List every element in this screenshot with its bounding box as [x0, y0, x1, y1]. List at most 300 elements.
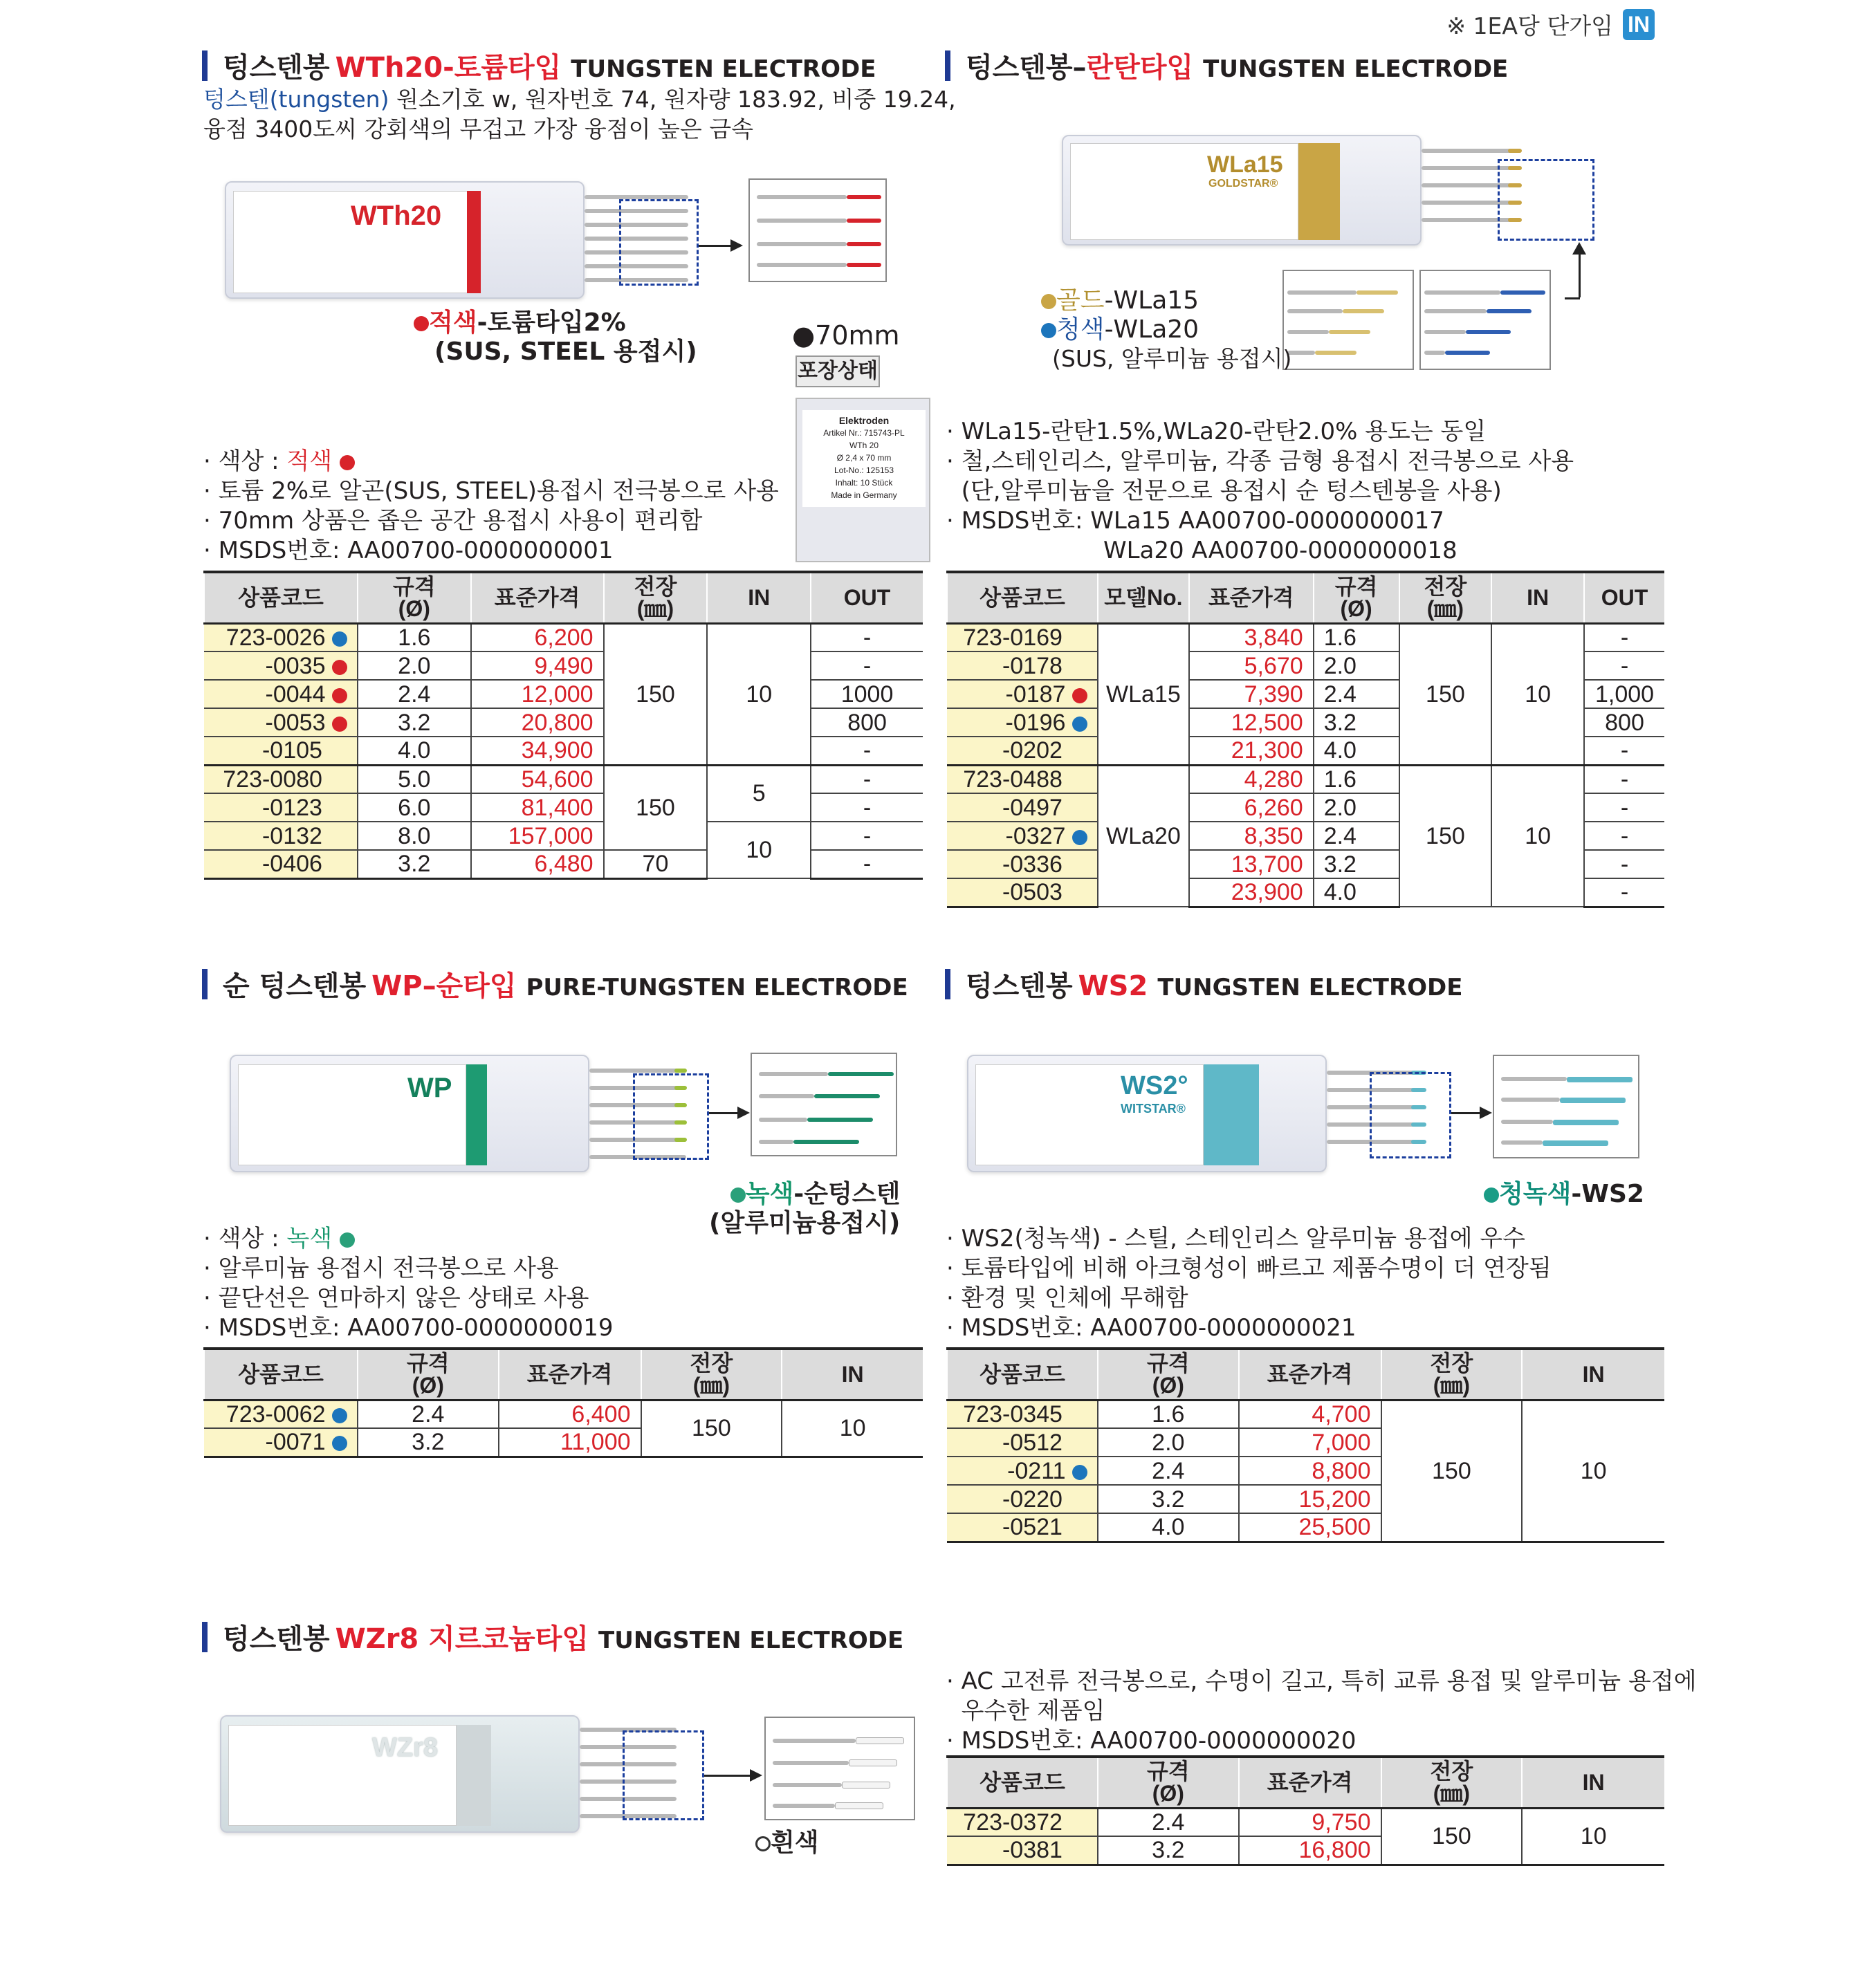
desc-line2: 융점 3400도씨 강회색의 무겁고 가장 융점이 높은 금속: [203, 115, 753, 142]
red-color-word: 적색: [429, 308, 477, 337]
bullet-item: · WLa15-란탄1.5%,WLa20-란탄2.0% 용도는 동일: [946, 418, 1487, 445]
size-cell: 1.6: [358, 623, 471, 651]
blue-dot-icon: [1072, 830, 1087, 845]
title-bar: [945, 969, 950, 999]
wzr8-tip-closeup: [764, 1717, 915, 1820]
table-row: [204, 680, 923, 708]
size-cell: 2.4: [1098, 1457, 1239, 1485]
product-code: -0123: [261, 794, 322, 821]
bullet-item: · MSDS번호: AA00700-0000000020: [946, 1727, 1357, 1755]
price-cell: 12,500: [1189, 708, 1314, 737]
green-dot-icon: [730, 1187, 746, 1203]
wla-bullets: [946, 417, 1574, 566]
wla-pack-label: WLa15: [1207, 151, 1283, 178]
size-cell: 2.4: [1098, 1808, 1239, 1836]
bullet-item: · MSDS번호: WLa15 AA00700-0000000017: [946, 507, 1444, 535]
bullet-item: WLa20 AA00700-0000000018: [946, 537, 1457, 564]
out-cell: -: [1584, 822, 1664, 850]
product-code: -0327: [1005, 822, 1066, 849]
bullet-item: · MSDS번호: AA00700-0000000021: [946, 1314, 1357, 1342]
table-row: [947, 1808, 1664, 1836]
product-code: 723-0080: [223, 766, 322, 793]
product-code: -0071: [265, 1429, 326, 1456]
wzr8-title-ko: 텅스텐봉: [223, 1623, 330, 1655]
zoom-indicator: [633, 1073, 709, 1160]
price-cell: 15,200: [1239, 1485, 1381, 1513]
header-code: 상품코드: [947, 1349, 1098, 1400]
zoom-arrow-head: [1572, 242, 1586, 255]
out-cell: -: [811, 737, 923, 765]
wzr8-color-label: [755, 1829, 819, 1858]
wla-pack-sub: GOLDSTAR®: [1208, 178, 1278, 190]
out-cell: -: [811, 623, 923, 651]
wp-color-label: [709, 1180, 900, 1238]
ws2-spec-table: [946, 1347, 1664, 1543]
wzr8-title: [202, 1617, 903, 1656]
zoom-arrow: [1451, 1112, 1489, 1114]
out-cell: -: [1584, 793, 1664, 822]
title-bar: [202, 969, 208, 999]
wla-title-ko: 텅스텐봉–: [966, 52, 1087, 84]
size-cell: 6.0: [358, 793, 471, 822]
product-code: 723-0026: [226, 624, 326, 651]
in-cell: 10: [707, 623, 811, 765]
wla-package-photo: [1062, 135, 1422, 246]
wth20-tip-closeup: [748, 178, 887, 282]
header-size: 규격 (Ø): [1098, 1349, 1239, 1400]
header-in: IN: [1522, 1349, 1664, 1400]
length-cell: 150: [641, 1400, 782, 1457]
red-dot-icon: [414, 316, 429, 331]
wp-tip-closeup: [751, 1053, 897, 1156]
length-cell: 150: [604, 623, 708, 765]
gold-word: 골드: [1056, 286, 1105, 315]
header-code: 상품코드: [204, 1349, 358, 1400]
wp-package-photo: [230, 1055, 589, 1172]
bullet-item: · 토륨 2%로 알곤(SUS, STEEL)용접시 전극봉으로 사용: [203, 477, 779, 505]
ws2-color-label: [1484, 1180, 1644, 1209]
zoom-arrow: [1579, 249, 1581, 297]
header-out: OUT: [1584, 572, 1664, 623]
price-cell: 9,750: [1239, 1808, 1381, 1836]
table-row: [204, 850, 923, 878]
size-cell: 2.4: [1314, 680, 1399, 708]
product-code: 723-0062: [226, 1401, 326, 1427]
title-bar: [945, 50, 950, 81]
wp-title-en: PURE-TUNGSTEN ELECTRODE: [526, 974, 908, 1001]
zoom-indicator: [1370, 1072, 1451, 1158]
wzr8-title-en: TUNGSTEN ELECTRODE: [598, 1627, 904, 1654]
green-word: 녹색: [745, 1180, 794, 1208]
product-code: -0336: [1002, 851, 1063, 878]
red-dot-icon: [332, 688, 347, 703]
product-code: 723-0372: [963, 1809, 1063, 1836]
ws2-title: [945, 964, 1462, 1004]
header-price: 표준가격: [1189, 572, 1314, 623]
unit-price-note-text: ※ 1EA당 단가임: [1446, 12, 1613, 39]
wp-title-ko: 순 텅스텐봉: [223, 970, 367, 1002]
out-cell: -: [811, 765, 923, 793]
out-cell: -: [1584, 737, 1664, 765]
wzr8-bullets: [946, 1667, 1697, 1756]
blue-dot-icon: [332, 631, 347, 647]
price-cell: 9,490: [471, 651, 604, 680]
size-cell: 4.0: [1098, 1513, 1239, 1542]
in-cell: 10: [782, 1400, 923, 1457]
out-cell: 1,000: [1584, 680, 1664, 708]
wla15-label: -WLa15: [1104, 286, 1199, 315]
price-cell: 13,700: [1189, 850, 1314, 878]
size-cell: 2.0: [358, 651, 471, 680]
table-row: [204, 737, 923, 765]
size-cell: 2.0: [1314, 651, 1399, 680]
small-pack-line: WTh 20: [849, 441, 879, 450]
bullet-item: · 토륨타입에 비해 아크형성이 빠르고 제품수명이 더 연장됨: [946, 1255, 1552, 1282]
table-row: [204, 822, 923, 850]
size-cell: 2.0: [1314, 793, 1399, 822]
size-cell: 5.0: [358, 765, 471, 793]
wla20-tip-closeup: [1419, 270, 1551, 370]
size-cell: 8.0: [358, 822, 471, 850]
price-cell: 4,280: [1189, 765, 1314, 793]
size-cell: 2.4: [358, 1400, 499, 1428]
price-cell: 6,260: [1189, 793, 1314, 822]
color-green-word: 녹색: [286, 1225, 333, 1253]
header-out: OUT: [811, 572, 923, 623]
price-cell: 16,800: [1239, 1836, 1381, 1865]
in-badge: IN: [1623, 9, 1655, 40]
price-cell: 4,700: [1239, 1400, 1381, 1428]
small-pack-line: Lot-No.: 125153: [834, 465, 894, 475]
ws2-pack-sub: WITSTAR®: [1121, 1102, 1186, 1116]
product-code: 723-0345: [963, 1401, 1063, 1427]
header-length: 전장 (㎜): [1381, 1757, 1523, 1808]
ws2-title-ko: 텅스텐봉: [966, 970, 1073, 1002]
title-bar: [202, 50, 208, 81]
out-cell: -: [811, 651, 923, 680]
blue-dot-icon: [1041, 323, 1056, 338]
ws2-package-photo: [967, 1055, 1327, 1172]
wth20-pack-label: WTh20: [351, 201, 442, 231]
price-cell: 34,900: [471, 737, 604, 765]
bullet-item: · WS2(청녹색) - 스틸, 스테인리스 알루미늄 용접에 우수: [946, 1225, 1525, 1253]
bullet-prefix: · 색상 :: [203, 1225, 287, 1253]
size-cell: 2.4: [358, 680, 471, 708]
header-code: 상품코드: [204, 572, 358, 623]
in-cell: 10: [1522, 1808, 1664, 1865]
in-cell: 5: [707, 765, 811, 822]
unit-price-note: [1446, 8, 1655, 41]
header-size: 규격 (Ø): [358, 572, 471, 623]
wla15-tip-closeup: [1282, 270, 1414, 370]
ws2-title-en: TUNGSTEN ELECTRODE: [1157, 974, 1463, 1001]
table-row: [204, 1400, 923, 1428]
blue-word: 청색: [1056, 315, 1105, 344]
header-size: 규격 (Ø): [1314, 572, 1399, 623]
product-code: -0105: [261, 737, 322, 764]
size-cell: 3.2: [1098, 1836, 1239, 1865]
table-row: [204, 708, 923, 737]
teal-word: 청녹색: [1499, 1180, 1572, 1208]
small-pack-photo: [796, 398, 930, 562]
ws2-label: -WS2: [1571, 1180, 1644, 1208]
color-red-word: 적색: [286, 447, 333, 475]
size-cell: 3.2: [358, 708, 471, 737]
out-cell: -: [1584, 878, 1664, 907]
header-length: 전장 (㎜): [1399, 572, 1492, 623]
header-in: IN: [1522, 1757, 1664, 1808]
pack-state-label: 포장상태: [796, 355, 880, 387]
in-cell: 10: [1491, 623, 1584, 765]
wth20-bullets: [203, 447, 779, 566]
price-cell: 23,900: [1189, 878, 1314, 907]
thorium-usage: (SUS, STEEL 용접시): [434, 338, 697, 366]
small-pack-line: Elektroden: [838, 415, 890, 426]
size-cell: 4.0: [1314, 737, 1399, 765]
tungsten-term: 텅스텐(tungsten): [203, 86, 389, 113]
product-code: 723-0169: [963, 624, 1063, 651]
wla-spec-table: [946, 571, 1664, 908]
out-cell: -: [811, 793, 923, 822]
bullet-item: · MSDS번호: AA00700-0000000019: [203, 1314, 614, 1342]
product-code: -0406: [261, 851, 322, 878]
header-price: 표준가격: [499, 1349, 641, 1400]
table-row: [947, 765, 1664, 793]
bullet-item: · 알루미늄 용접시 전극봉으로 사용: [203, 1255, 559, 1282]
red-dot-icon: [1072, 688, 1087, 703]
small-pack-line: Inhalt: 10 Stück: [835, 478, 893, 488]
bullet-item: · 70mm 상품은 좁은 공간 용접시 사용이 편리함: [203, 507, 703, 535]
table-row: [947, 623, 1664, 651]
wzr8-package-photo: [220, 1715, 580, 1833]
product-code: -0053: [265, 709, 326, 736]
bullet-item: · AC 고전류 전극봉으로, 수명이 길고, 특히 교류 용접 및 알루미늄 용접에: [946, 1667, 1697, 1695]
product-code: -0512: [1002, 1429, 1063, 1456]
white-dot-icon: [755, 1836, 771, 1851]
in-cell: 10: [1522, 1400, 1664, 1542]
wp-usage: (알루미늄용접시): [709, 1209, 901, 1237]
price-cell: 6,400: [499, 1400, 641, 1428]
wla-title: [945, 46, 1508, 85]
table-row: [204, 651, 923, 680]
product-code: -0381: [1002, 1837, 1063, 1864]
wp-spec-table: [203, 1347, 923, 1458]
wp-bullets: [203, 1224, 613, 1343]
out-cell: 800: [1584, 708, 1664, 737]
in-cell: 10: [1491, 765, 1584, 907]
title-bar: [202, 1622, 208, 1652]
wla-title-red: 란탄타입: [1086, 52, 1194, 84]
wth20-package-photo: [225, 181, 585, 299]
wla-title-en: TUNGSTEN ELECTRODE: [1203, 55, 1509, 83]
bullet-item: · 환경 및 인체에 무해함: [946, 1284, 1188, 1312]
price-cell: 7,000: [1239, 1428, 1381, 1457]
wth20-title-red: WTh20-토륨타입: [335, 52, 562, 84]
zoom-indicator: [623, 1730, 704, 1820]
length-cell: 70: [604, 850, 708, 878]
out-cell: -: [1584, 850, 1664, 878]
wla20-label: -WLa20: [1104, 315, 1199, 344]
product-code: -0503: [1002, 879, 1063, 906]
product-code: -0202: [1002, 737, 1063, 764]
wp-pack-label: WP: [407, 1073, 452, 1103]
wzr8-title-red: WZr8 지르코늄타입: [335, 1623, 589, 1655]
product-code: 723-0488: [963, 766, 1063, 793]
size-cell: 3.2: [1314, 708, 1399, 737]
red-dot-icon: [332, 660, 347, 675]
wzr8-pack-label: WZr8: [372, 1733, 438, 1762]
ws2-tip-closeup: [1493, 1055, 1639, 1158]
price-cell: 20,800: [471, 708, 604, 737]
model-cell: WLa20: [1098, 765, 1189, 907]
product-code: -0187: [1005, 681, 1066, 708]
length-cell: 150: [1399, 765, 1492, 907]
small-pack-line: Ø 2,4 x 70 mm: [836, 453, 892, 463]
wp-title-red: WP–순타입: [371, 970, 517, 1002]
product-code: -0035: [265, 652, 326, 679]
wth20-color-label: [414, 308, 697, 367]
out-cell: -: [811, 822, 923, 850]
length-cell: 150: [1381, 1808, 1523, 1865]
header-length: 전장 (㎜): [1381, 1349, 1523, 1400]
blue-dot-icon: [1072, 1465, 1087, 1480]
header-price: 표준가격: [1239, 1349, 1381, 1400]
wp-title: [202, 964, 908, 1004]
price-cell: 7,390: [1189, 680, 1314, 708]
product-code: -0220: [1002, 1486, 1063, 1513]
zoom-indicator: [1498, 159, 1594, 241]
table-row: [204, 765, 923, 793]
wth20-title-ko: 텅스텐봉: [223, 52, 330, 84]
price-cell: 157,000: [471, 822, 604, 850]
length-cell: 150: [1399, 623, 1492, 765]
header-size: 규격 (Ø): [1098, 1757, 1239, 1808]
thorium-percent: -토륨타입2%: [477, 308, 626, 337]
zoom-indicator: [619, 199, 699, 286]
wth20-title: [202, 46, 876, 85]
size-cell: 1.6: [1314, 623, 1399, 651]
wth20-spec-table: [203, 571, 923, 880]
header-length: 전장 (㎜): [641, 1349, 782, 1400]
size-cell: 2.4: [1314, 822, 1399, 850]
size-cell: 1.6: [1314, 765, 1399, 793]
size-cell: 3.2: [358, 850, 471, 878]
price-cell: 6,480: [471, 850, 604, 878]
header-in: IN: [1491, 572, 1584, 623]
wla-usage: (SUS, 알루미늄 용접시): [1052, 345, 1292, 372]
zoom-arrow: [709, 1112, 747, 1114]
header-model: 모델No.: [1098, 572, 1189, 623]
header-in: IN: [707, 572, 811, 623]
wla-color-labels: [1041, 286, 1291, 373]
size-cell: 3.2: [1098, 1485, 1239, 1513]
size-cell: 3.2: [1314, 850, 1399, 878]
header-price: 표준가격: [1239, 1757, 1381, 1808]
length-cell: 150: [604, 765, 708, 850]
size-cell: 4.0: [1314, 878, 1399, 907]
small-pack-line: Made in Germany: [831, 490, 897, 500]
blue-dot-icon: [332, 1436, 347, 1451]
price-cell: 21,300: [1189, 737, 1314, 765]
bullet-item: 우수한 제품임: [946, 1697, 1105, 1725]
header-code: 상품코드: [947, 572, 1098, 623]
red-dot-icon: [332, 717, 347, 732]
header-code: 상품코드: [947, 1757, 1098, 1808]
out-cell: -: [1584, 765, 1664, 793]
header-size: 규격 (Ø): [358, 1349, 499, 1400]
ws2-bullets: [946, 1224, 1552, 1343]
wzr8-spec-table: [946, 1755, 1664, 1866]
zoom-arrow: [704, 1775, 760, 1777]
bullet-item: · 철,스테인리스, 알루미늄, 각종 금형 용접시 전극봉으로 사용: [946, 447, 1574, 475]
desc-line1: 원소기호 w, 원자번호 74, 원자량 183.92, 비중 19.24,: [389, 86, 956, 113]
bullet-item: (단,알루미늄을 전문으로 용접시 순 텅스텐봉을 사용): [946, 477, 1502, 505]
table-row: [204, 793, 923, 822]
blue-dot-icon: [1072, 717, 1087, 732]
price-cell: 12,000: [471, 680, 604, 708]
teal-dot-icon: [1484, 1187, 1499, 1203]
bullet-item: · MSDS번호: AA00700-0000000001: [203, 537, 614, 564]
header-in: IN: [782, 1349, 923, 1400]
ws2-title-red: WS2: [1078, 970, 1148, 1002]
table-row: [947, 1400, 1664, 1428]
bullet-item: · 끝단선은 연마하지 않은 상태로 사용: [203, 1284, 589, 1312]
price-cell: 25,500: [1239, 1513, 1381, 1542]
green-dot-icon: [340, 1232, 355, 1248]
out-cell: -: [811, 850, 923, 878]
out-cell: -: [1584, 651, 1664, 680]
price-cell: 6,200: [471, 623, 604, 651]
zoom-arrow: [699, 245, 740, 247]
model-cell: WLa15: [1098, 623, 1189, 765]
table-row: [204, 623, 923, 651]
pure-tungsten-label: -순텅스텐: [793, 1180, 901, 1208]
in-cell: 10: [707, 822, 811, 878]
size-cell: 3.2: [358, 1428, 499, 1457]
product-code: -0044: [265, 681, 326, 708]
price-cell: 5,670: [1189, 651, 1314, 680]
wth20-title-en: TUNGSTEN ELECTRODE: [571, 55, 876, 83]
white-word: 흰색: [771, 1829, 819, 1857]
size-cell: 2.0: [1098, 1428, 1239, 1457]
out-cell: -: [1584, 623, 1664, 651]
length-cell: 150: [1381, 1400, 1523, 1542]
out-cell: 1000: [811, 680, 923, 708]
product-code: -0497: [1002, 794, 1063, 821]
price-cell: 8,800: [1239, 1457, 1381, 1485]
price-cell: 3,840: [1189, 623, 1314, 651]
price-cell: 8,350: [1189, 822, 1314, 850]
product-code: -0196: [1005, 709, 1066, 736]
product-code: -0178: [1002, 652, 1063, 679]
small-pack-line: Artikel Nr.: 715743-PL: [823, 428, 905, 438]
product-code: -0211: [1007, 1457, 1066, 1484]
wth20-description: [203, 84, 956, 144]
red-dot-icon: [340, 455, 355, 470]
size-cell: 1.6: [1098, 1400, 1239, 1428]
product-code: -0132: [261, 822, 322, 849]
price-cell: 11,000: [499, 1428, 641, 1457]
mm70-label: ●70mm: [792, 320, 900, 351]
out-cell: 800: [811, 708, 923, 737]
bullet-prefix: · 색상 :: [203, 447, 287, 475]
price-cell: 81,400: [471, 793, 604, 822]
price-cell: 54,600: [471, 765, 604, 793]
blue-dot-icon: [332, 1408, 347, 1423]
header-price: 표준가격: [471, 572, 604, 623]
ws2-pack-label: WS2°: [1121, 1071, 1188, 1100]
header-length: 전장 (㎜): [604, 572, 708, 623]
